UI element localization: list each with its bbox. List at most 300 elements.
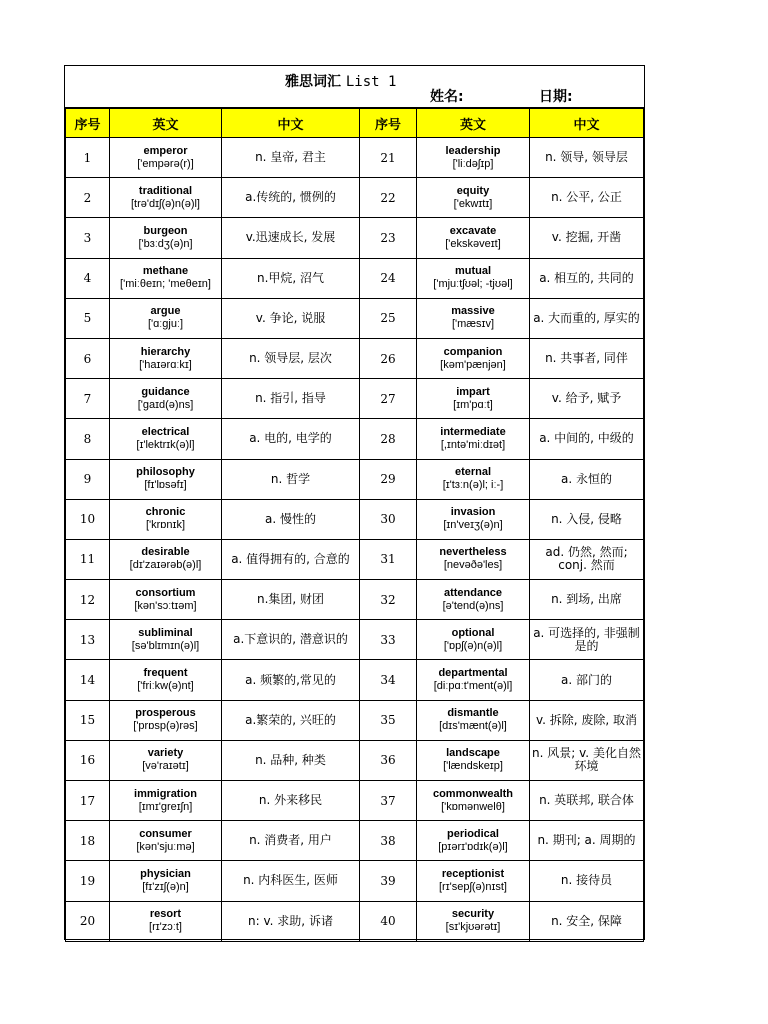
english-cell [417, 379, 530, 419]
table-row [66, 539, 644, 579]
chinese-cell [530, 821, 644, 861]
index-value: 4 [83, 271, 92, 286]
index-value: 12 [79, 592, 96, 607]
chinese-meaning: n. 入侵, 侵略 [551, 511, 622, 526]
phonetic: ['gaɪd(ə)ns] [137, 398, 194, 411]
phonetic: ['miːθeɪn; 'meθeɪn] [120, 278, 211, 291]
index-value: 31 [380, 552, 396, 567]
index-value: 10 [79, 512, 96, 527]
english-cell [110, 298, 222, 338]
chinese-cell [530, 218, 644, 258]
phonetic: [kəm'pænjən] [440, 358, 506, 371]
english-word: guidance [141, 385, 190, 398]
index-value: 2 [83, 190, 92, 205]
english-cell [110, 338, 222, 378]
index-value: 22 [380, 190, 396, 205]
english-word: frequent [143, 667, 188, 680]
index-cell [66, 178, 110, 218]
english-word: philosophy [136, 466, 195, 479]
index-value: 1 [83, 150, 92, 165]
phonetic: ['ɒpʃ(ə)n(ə)l] [443, 639, 503, 652]
english-cell [110, 138, 222, 178]
sheet-title [285, 71, 396, 91]
chinese-meaning: n. 品种, 种类 [255, 752, 326, 767]
table-row [66, 740, 644, 780]
english-cell [417, 861, 530, 901]
index-cell [66, 138, 110, 178]
chinese-meaning: n. 消费者, 用户 [249, 833, 332, 848]
index-value: 13 [79, 632, 96, 647]
english-word: eternal [454, 466, 492, 479]
index-value: 27 [380, 391, 396, 406]
chinese-cell [222, 499, 360, 539]
index-value: 14 [79, 673, 96, 688]
table-row [66, 660, 644, 700]
english-cell [110, 580, 222, 620]
index-cell [360, 298, 417, 338]
english-cell [110, 620, 222, 660]
english-cell [417, 459, 530, 499]
phonetic: [nevəðə'les] [443, 559, 503, 572]
index-value: 26 [380, 351, 396, 366]
index-cell [360, 901, 417, 941]
table-row [66, 338, 644, 378]
phonetic: [kən'sjuːmə] [136, 840, 195, 853]
phonetic: [sə'blɪmɪn(ə)l] [131, 639, 200, 652]
english-cell [417, 499, 530, 539]
index-cell [360, 338, 417, 378]
english-cell [417, 580, 530, 620]
index-value: 19 [79, 873, 96, 888]
phonetic: [ɪ'lektrɪk(ə)l] [136, 438, 195, 451]
english-cell [110, 419, 222, 459]
table-row [66, 379, 644, 419]
english-cell [110, 821, 222, 861]
chinese-meaning: v. 拆除, 废除, 取消 [535, 712, 638, 727]
english-word: attendance [443, 586, 503, 599]
index-cell [66, 740, 110, 780]
english-word: traditional [138, 184, 193, 197]
table-row [66, 258, 644, 298]
chinese-meaning: n. 共事者, 同伴 [545, 351, 628, 366]
index-value: 32 [380, 592, 396, 607]
english-word: departmental [438, 667, 508, 680]
phonetic: [,ɪntə'miːdɪət] [440, 438, 506, 451]
chinese-meaning: v. 给予, 赋予 [551, 391, 622, 406]
chinese-meaning: n. 指引, 指导 [255, 391, 326, 406]
index-value: 6 [83, 351, 92, 366]
phonetic: [ɪ'tɜːn(ə)l; iː-] [442, 479, 504, 492]
chinese-cell [222, 660, 360, 700]
table-row [66, 700, 644, 740]
phonetic: ['mjuːtʃʊəl; -tjʊəl] [433, 278, 513, 291]
chinese-meaning: v.迅速成长, 发展 [245, 230, 336, 245]
chinese-cell [530, 539, 644, 579]
english-word: nevertheless [439, 546, 507, 559]
english-word: dismantle [447, 707, 499, 720]
header-chinese: 中文 [530, 109, 644, 138]
chinese-cell [530, 298, 644, 338]
chinese-cell [222, 298, 360, 338]
table-row [66, 218, 644, 258]
phonetic: ['liːdəʃɪp] [452, 157, 494, 170]
chinese-meaning: ad. 仍然, 然而; conj. 然而 [545, 545, 628, 573]
chinese-cell [222, 338, 360, 378]
english-word: security [451, 908, 495, 921]
index-value: 11 [79, 552, 96, 567]
english-cell [417, 218, 530, 258]
chinese-cell [222, 258, 360, 298]
chinese-cell [530, 620, 644, 660]
chinese-meaning: n. 安全, 保障 [551, 913, 622, 928]
table-row [66, 580, 644, 620]
phonetic: [ɪm'pɑːt] [453, 398, 493, 411]
index-value: 35 [380, 713, 396, 728]
english-cell [110, 901, 222, 941]
index-value: 8 [83, 431, 92, 446]
index-cell [66, 419, 110, 459]
chinese-meaning: a. 相互的, 共同的 [539, 270, 634, 285]
phonetic: ['haɪərɑːkɪ] [139, 358, 192, 371]
phonetic: ['prɒsp(ə)rəs] [133, 720, 198, 733]
english-word: invasion [450, 506, 496, 519]
index-cell [360, 620, 417, 660]
phonetic: ['kɒmənwelθ] [441, 800, 505, 813]
index-cell [360, 218, 417, 258]
index-cell [66, 620, 110, 660]
chinese-cell [222, 539, 360, 579]
index-value: 36 [380, 753, 396, 768]
phonetic: [dɪ'zaɪərəb(ə)l] [129, 559, 202, 572]
chinese-meaning: a. 电的, 电学的 [249, 431, 332, 446]
date-label: 日期: [539, 89, 573, 105]
table-row [66, 901, 644, 941]
index-value: 16 [79, 753, 96, 768]
english-word: burgeon [143, 224, 188, 237]
english-word: optional [451, 626, 495, 639]
english-cell [110, 700, 222, 740]
chinese-meaning: n.集团, 财团 [256, 592, 325, 607]
chinese-meaning: a. 中间的, 中级的 [539, 431, 634, 446]
phonetic: ['lændskeɪp] [443, 760, 503, 773]
english-word: argue [150, 305, 181, 318]
chinese-meaning: n. 期刊; a. 周期的 [537, 833, 636, 848]
chinese-cell [530, 178, 644, 218]
table-row [66, 178, 644, 218]
english-cell [417, 338, 530, 378]
phonetic: [fɪ'lɒsəfɪ] [144, 479, 187, 492]
phonetic: [kən'sɔːtɪəm] [134, 599, 197, 612]
chinese-meaning: a. 永恒的 [561, 471, 612, 486]
phonetic: ['krɒnɪk] [145, 519, 186, 532]
english-word: receptionist [441, 867, 505, 880]
chinese-cell [222, 459, 360, 499]
english-word: landscape [446, 747, 500, 760]
chinese-meaning: a. 可选择的, 非强制是的 [533, 625, 640, 653]
phonetic: [ɪmɪ'greɪʃn] [138, 800, 193, 813]
chinese-cell [530, 338, 644, 378]
index-cell [66, 218, 110, 258]
phonetic: [diːpɑːt'ment(ə)l] [433, 680, 513, 693]
english-cell [417, 298, 530, 338]
english-cell [110, 218, 222, 258]
english-word: periodical [447, 827, 499, 840]
phonetic: [ə'tend(ə)ns] [442, 599, 504, 612]
english-cell [417, 620, 530, 660]
chinese-meaning: n. 到场, 出席 [551, 592, 622, 607]
chinese-meaning: n. 外来移民 [258, 793, 323, 808]
english-cell [417, 781, 530, 821]
table-row [66, 499, 644, 539]
chinese-cell [530, 740, 644, 780]
table-row [66, 821, 644, 861]
chinese-meaning: n. 风景; v. 美化自然环境 [532, 746, 641, 774]
index-value: 23 [380, 230, 396, 245]
english-cell [110, 178, 222, 218]
title-chinese: 雅思词汇 [285, 74, 341, 90]
table-row [66, 298, 644, 338]
index-cell [360, 821, 417, 861]
table-row [66, 781, 644, 821]
index-cell [66, 539, 110, 579]
index-cell [360, 740, 417, 780]
index-cell [66, 781, 110, 821]
index-value: 33 [380, 632, 396, 647]
english-cell [417, 539, 530, 579]
chinese-meaning: a.下意识的, 潜意识的 [233, 632, 348, 647]
chinese-meaning: a. 慢性的 [265, 511, 316, 526]
english-word: hierarchy [140, 345, 191, 358]
index-value: 20 [79, 914, 96, 929]
chinese-meaning: n. 接待员 [560, 873, 613, 888]
phonetic: ['ekskəveɪt] [445, 237, 501, 250]
chinese-cell [222, 901, 360, 941]
chinese-cell [530, 901, 644, 941]
english-cell [417, 178, 530, 218]
index-value: 21 [380, 150, 396, 165]
index-value: 5 [83, 311, 92, 326]
chinese-meaning: a.传统的, 惯例的 [245, 190, 336, 205]
table-row [66, 138, 644, 178]
phonetic: [və'raɪətɪ] [142, 760, 189, 773]
english-cell [417, 821, 530, 861]
phonetic: ['friːkw(ə)nt] [137, 680, 194, 693]
index-cell [360, 861, 417, 901]
chinese-cell [222, 580, 360, 620]
chinese-cell [530, 660, 644, 700]
english-word: commonwealth [432, 787, 514, 800]
english-word: consortium [135, 586, 196, 599]
index-value: 29 [380, 472, 396, 487]
chinese-meaning: n.甲烷, 沼气 [256, 270, 325, 285]
chinese-cell [530, 379, 644, 419]
table-row [66, 861, 644, 901]
chinese-cell [530, 138, 644, 178]
index-cell [66, 499, 110, 539]
phonetic: [sɪ'kjʊərətɪ] [445, 921, 501, 934]
chinese-cell [530, 499, 644, 539]
index-cell [66, 861, 110, 901]
index-cell [66, 379, 110, 419]
english-word: desirable [141, 546, 190, 559]
chinese-cell [530, 258, 644, 298]
index-cell [360, 660, 417, 700]
phonetic: [rɪ'zɔːt] [149, 921, 182, 934]
chinese-meaning: n. 公平, 公正 [551, 190, 622, 205]
name-label: 姓名: [430, 89, 464, 105]
phonetic: [dɪs'mænt(ə)l] [439, 720, 507, 733]
english-word: intermediate [440, 425, 506, 438]
header-row [66, 109, 644, 138]
chinese-meaning: n. 领导, 领导层 [545, 150, 628, 165]
phonetic: [rɪ'sepʃ(ə)nɪst] [438, 880, 507, 893]
chinese-meaning: a.繁荣的, 兴旺的 [245, 712, 336, 727]
chinese-cell [222, 700, 360, 740]
index-value: 17 [79, 793, 96, 808]
index-cell [66, 338, 110, 378]
index-value: 25 [380, 311, 396, 326]
english-word: companion [443, 345, 503, 358]
english-word: emperor [143, 144, 188, 157]
english-cell [417, 258, 530, 298]
phonetic: [fɪ'zɪʃ(ə)n] [142, 880, 189, 893]
english-word: resort [149, 908, 182, 921]
vocabulary-table [65, 108, 644, 942]
chinese-meaning: v. 争论, 说服 [255, 310, 326, 325]
chinese-cell [530, 700, 644, 740]
index-cell [360, 499, 417, 539]
english-cell [417, 901, 530, 941]
chinese-meaning: n. 哲学 [270, 471, 311, 486]
english-cell [110, 258, 222, 298]
index-value: 7 [83, 391, 92, 406]
english-word: mutual [454, 265, 492, 278]
english-word: immigration [134, 787, 197, 800]
chinese-meaning: n. 英联邦, 联合体 [539, 793, 634, 808]
phonetic: ['empərə(r)] [137, 157, 194, 170]
english-cell [417, 138, 530, 178]
index-cell [66, 821, 110, 861]
index-value: 39 [380, 873, 396, 888]
header-english: 英文 [110, 109, 222, 138]
index-value: 3 [83, 230, 92, 245]
index-cell [360, 539, 417, 579]
index-cell [360, 419, 417, 459]
english-cell [110, 379, 222, 419]
chinese-cell [530, 781, 644, 821]
phonetic: [ɪn'veɪʒ(ə)n] [443, 519, 503, 532]
chinese-cell [222, 218, 360, 258]
index-cell [360, 781, 417, 821]
chinese-meaning: n. 领导层, 层次 [249, 351, 332, 366]
index-cell [66, 700, 110, 740]
english-word: methane [142, 265, 189, 278]
index-value: 9 [83, 472, 92, 487]
chinese-cell [222, 781, 360, 821]
index-cell [360, 138, 417, 178]
chinese-meaning: a. 大而重的, 厚实的 [533, 310, 640, 325]
chinese-cell [530, 459, 644, 499]
english-cell [110, 660, 222, 700]
chinese-cell [530, 580, 644, 620]
english-cell [417, 419, 530, 459]
index-cell [66, 258, 110, 298]
index-value: 38 [380, 833, 396, 848]
index-cell [360, 459, 417, 499]
phonetic: ['mæsɪv] [451, 318, 495, 331]
title-row [65, 66, 644, 108]
phonetic: [pɪərɪ'ɒdɪk(ə)l] [438, 840, 508, 853]
phonetic: [trə'dɪʃ(ə)n(ə)l] [131, 197, 200, 210]
index-cell [66, 660, 110, 700]
chinese-cell [222, 861, 360, 901]
index-value: 34 [380, 673, 396, 688]
chinese-cell [222, 178, 360, 218]
english-word: consumer [139, 827, 192, 840]
header-english: 英文 [417, 109, 530, 138]
chinese-cell [222, 138, 360, 178]
english-word: impart [456, 385, 490, 398]
phonetic: ['bɜːdʒ(ə)n] [138, 237, 193, 250]
english-cell [417, 700, 530, 740]
english-word: excavate [449, 224, 497, 237]
chinese-meaning: a. 部门的 [561, 672, 612, 687]
index-cell [360, 700, 417, 740]
chinese-cell [222, 821, 360, 861]
chinese-meaning: n. 皇帝, 君主 [255, 150, 326, 165]
index-cell [66, 298, 110, 338]
index-cell [66, 901, 110, 941]
table-row [66, 620, 644, 660]
english-cell [110, 499, 222, 539]
phonetic: ['ɑːgjuː] [147, 318, 184, 331]
table-row [66, 419, 644, 459]
english-word: subliminal [138, 626, 193, 639]
english-word: leadership [445, 144, 501, 157]
english-cell [110, 459, 222, 499]
index-cell [66, 580, 110, 620]
index-value: 18 [79, 833, 96, 848]
chinese-cell [222, 379, 360, 419]
chinese-cell [222, 740, 360, 780]
chinese-meaning: n. 内科医生, 医师 [243, 873, 338, 888]
header-index: 序号 [360, 109, 417, 138]
english-word: variety [147, 747, 184, 760]
index-cell [360, 258, 417, 298]
chinese-cell [530, 861, 644, 901]
index-value: 24 [380, 271, 396, 286]
english-word: prosperous [135, 707, 196, 720]
chinese-cell [530, 419, 644, 459]
english-word: physician [140, 867, 191, 880]
vocabulary-sheet [64, 65, 645, 940]
english-cell [110, 740, 222, 780]
chinese-cell [222, 419, 360, 459]
phonetic: ['ekwɪtɪ] [453, 197, 493, 210]
index-value: 28 [380, 431, 396, 446]
header-index: 序号 [66, 109, 110, 138]
index-cell [360, 580, 417, 620]
english-word: equity [456, 184, 490, 197]
index-value: 30 [380, 512, 396, 527]
english-cell [110, 861, 222, 901]
index-value: 37 [380, 793, 396, 808]
title-list-label: List 1 [345, 74, 397, 90]
english-cell [110, 781, 222, 821]
english-word: chronic [145, 506, 186, 519]
index-cell [66, 459, 110, 499]
table-row [66, 459, 644, 499]
